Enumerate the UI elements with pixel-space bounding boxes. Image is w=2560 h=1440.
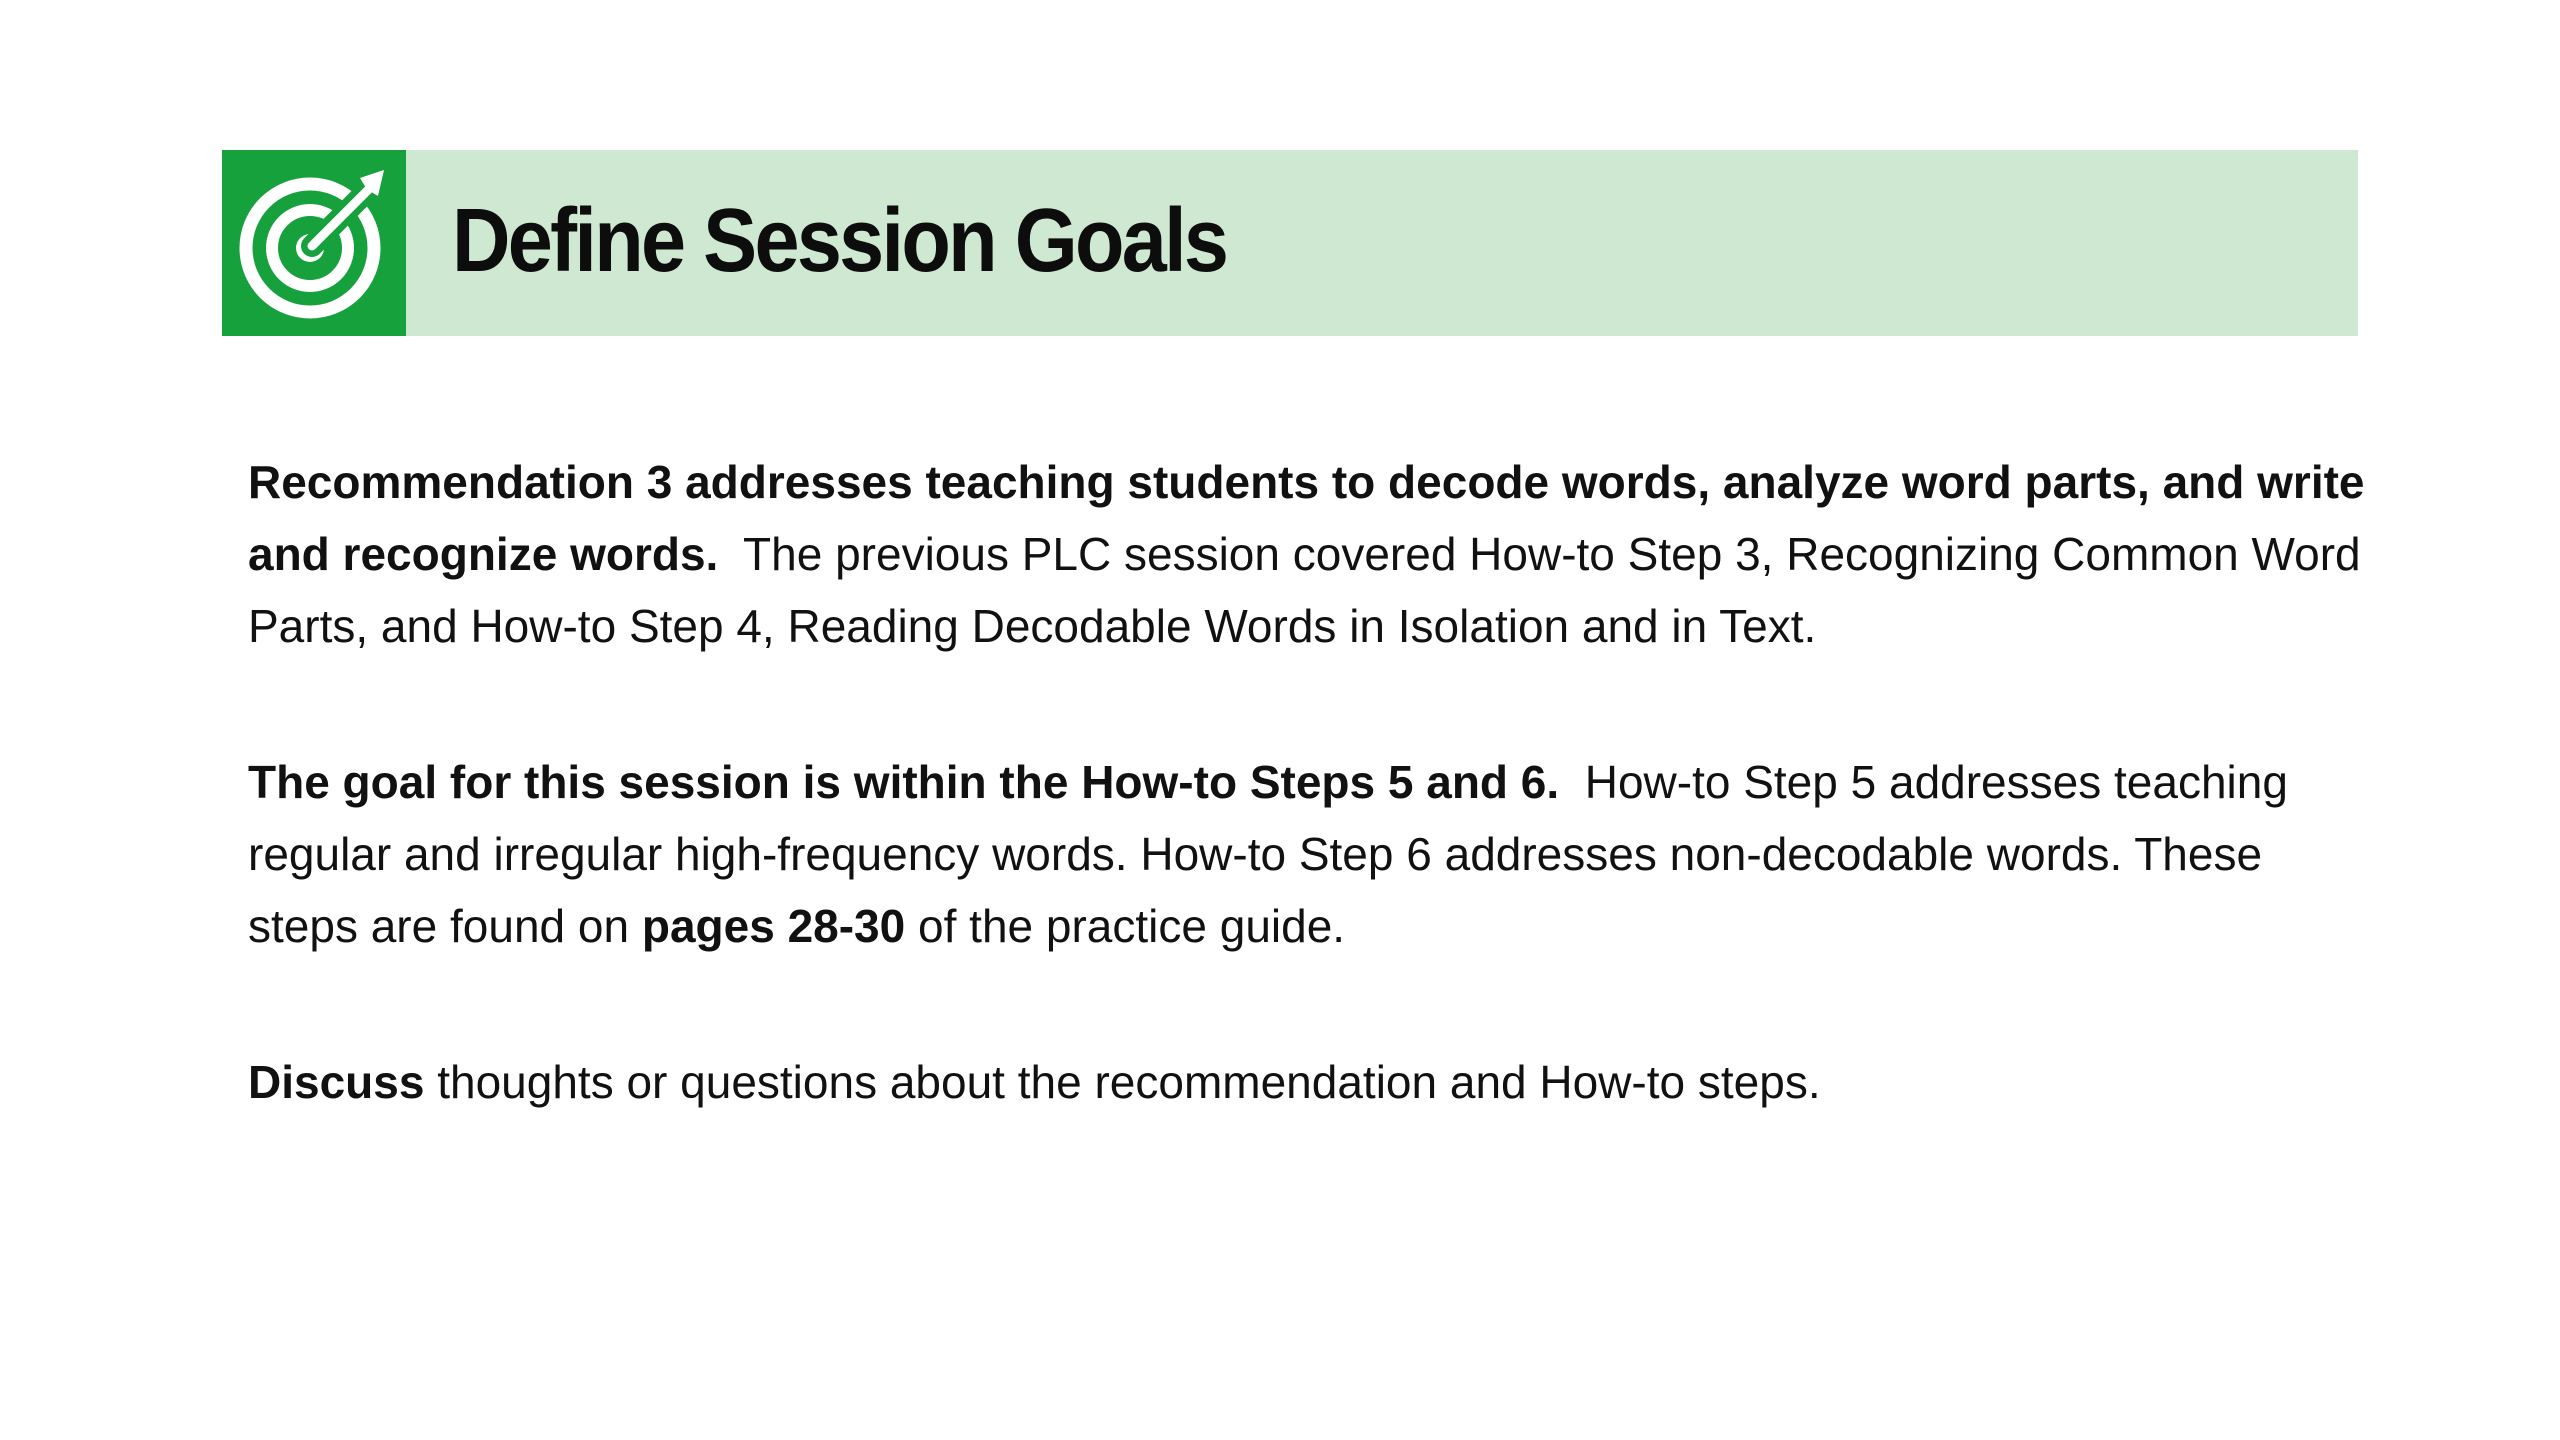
paragraph-text: How-to Step 5 addresses teaching regular and irregular high-frequency words. How-to Step 6 addresses non-decodable words. These steps are found on bbox=[248, 756, 2288, 952]
body-content bbox=[248, 446, 2378, 1118]
paragraph-session-goal bbox=[248, 746, 2378, 962]
paragraph-text: The previous PLC session covered How-to Step 3, Recognizing Common Word Parts, and How-to Step 4, Reading Decodable Words in Isolation and in Text. bbox=[248, 528, 2361, 652]
paragraph-text: thoughts or questions about the recommendation and How-to steps. bbox=[437, 1056, 1821, 1108]
paragraph-lead: Discuss bbox=[248, 1056, 425, 1108]
page-reference: pages 28-30 bbox=[641, 900, 906, 952]
paragraph-recommendation bbox=[248, 446, 2378, 662]
paragraph-discuss bbox=[248, 1046, 2378, 1118]
paragraph-text-end: of the practice guide. bbox=[918, 900, 1346, 952]
page-title: Define Session Goals bbox=[452, 191, 1227, 291]
target-arrow-icon bbox=[222, 150, 406, 336]
paragraph-lead: Recommendation 3 addresses teaching students to decode words, analyze word parts, and write and recognize words. bbox=[248, 456, 2365, 580]
paragraph-lead: The goal for this session is within the How-to Steps 5 and 6. bbox=[248, 756, 1560, 808]
